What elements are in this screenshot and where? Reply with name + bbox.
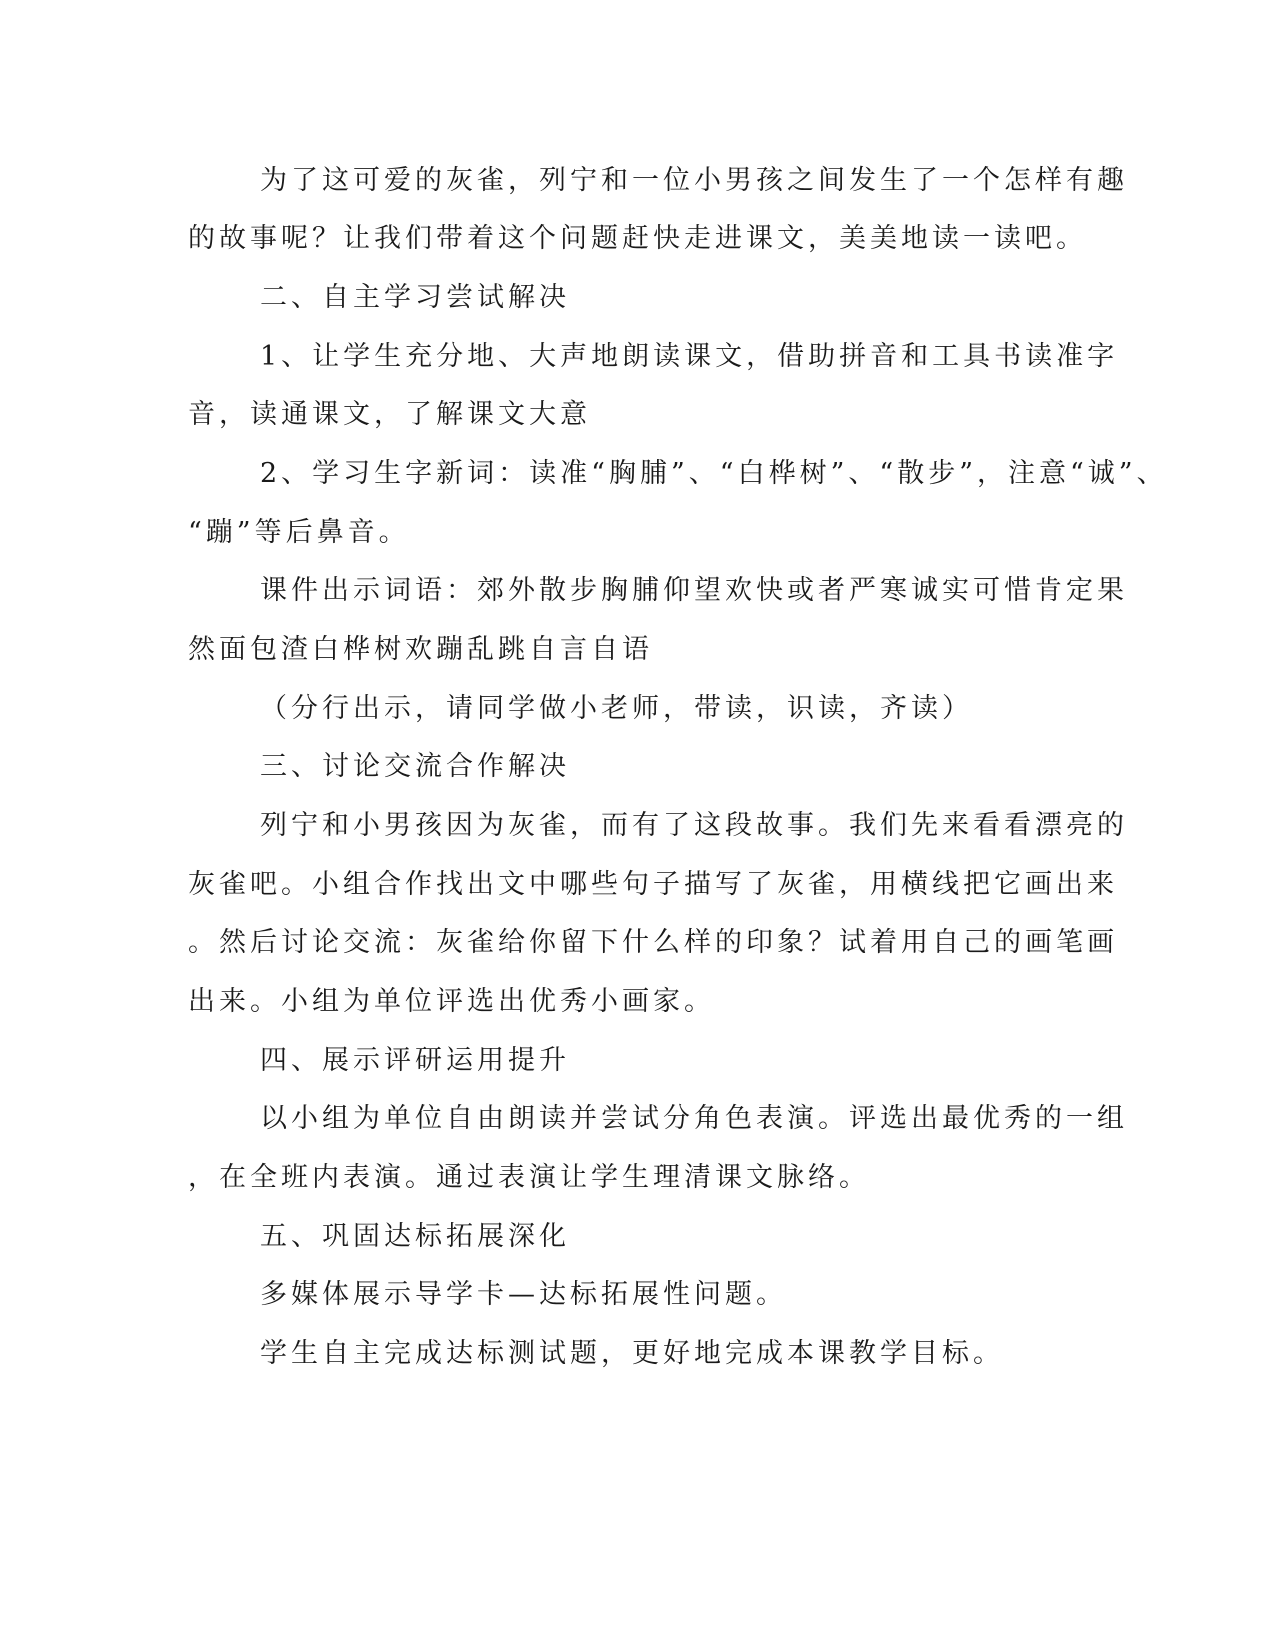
paragraph-line: 音，读通课文，了解课文大意 (188, 399, 591, 430)
section-heading: 三、讨论交流合作解决 (260, 751, 570, 782)
paragraph-line: ，在全班内表演。通过表演让学生理清课文脉络。 (188, 1162, 870, 1193)
paragraph-line: 课件出示词语：郊外散步胸脯仰望欢快或者严寒诚实可惜肯定果 (260, 575, 1128, 606)
paragraph-line: （分行出示，请同学做小老师，带读，识读，齐读） (260, 693, 973, 724)
section-heading: 四、展示评研运用提升 (260, 1045, 570, 1076)
paragraph-line: 为了这可爱的灰雀，列宁和一位小男孩之间发生了一个怎样有趣 (260, 165, 1128, 196)
paragraph-line: 2、学习生字新词：读准“胸脯”、“白桦树”、“散步”，注意“诚”、 (260, 458, 1168, 489)
paragraph-line: 。然后讨论交流：灰雀给你留下什么样的印象？试着用自己的画笔画 (188, 927, 1118, 958)
paragraph-line: 以小组为单位自由朗读并尝试分角色表演。评选出最优秀的一组 (260, 1103, 1128, 1134)
paragraph-line: 灰雀吧。小组合作找出文中哪些句子描写了灰雀，用横线把它画出来 (188, 869, 1118, 900)
section-heading: 二、自主学习尝试解决 (260, 282, 570, 313)
section-heading: 五、巩固达标拓展深化 (260, 1221, 570, 1252)
paragraph-line: 列宁和小男孩因为灰雀，而有了这段故事。我们先来看看漂亮的 (260, 810, 1128, 841)
paragraph-line: “蹦”等后鼻音。 (188, 517, 410, 548)
paragraph-line: 1、让学生充分地、大声地朗读课文，借助拼音和工具书读准字 (260, 341, 1119, 372)
paragraph-line: 然面包渣白桦树欢蹦乱跳自言自语 (188, 634, 653, 665)
paragraph-line: 出来。小组为单位评选出优秀小画家。 (188, 986, 715, 1017)
paragraph-line: 学生自主完成达标测试题，更好地完成本课教学目标。 (260, 1338, 1004, 1369)
paragraph-line: 多媒体展示导学卡—达标拓展性问题。 (260, 1279, 787, 1310)
paragraph-line: 的故事呢？让我们带着这个问题赶快走进课文，美美地读一读吧。 (188, 223, 1087, 254)
